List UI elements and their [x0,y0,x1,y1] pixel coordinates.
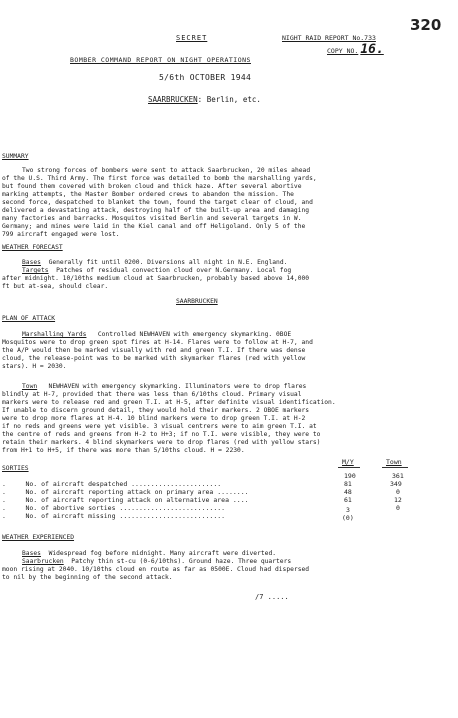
weather-exp-saar-label: Saarbrucken [22,558,64,565]
sorties-town-value: 361 [392,472,404,480]
sorties-yards-value: 48 [344,488,352,496]
weather-bases-label: Bases [22,259,41,266]
sorties-yards-value: 190 [344,472,356,480]
summary-line: but found them covered with broken cloud and thick haze. After several abortive [2,183,302,190]
target-rest: : Berlin, etc. [197,95,261,104]
plan-yards-text: Controlled NEWHAVEN with emergency skymarking. 0BOE [97,331,292,338]
targets-heading [148,95,261,104]
plan-line: from H+1 to H+5, if there was more than 5/10ths cloud. H = 2230. [2,447,245,454]
plan-line: the centre of reds and greens from H-2 to H+3; if no T.I. were visible, they were to [2,431,321,438]
page-continuation: /7 ..... [255,593,289,601]
copy-number [327,42,384,57]
plan-line: retain their markers. 4 blind skymarkers were to drop flares (red with yellow stars) [2,439,321,446]
section-heading-saarbrucken: SAARBRUCKEN [176,298,218,305]
report-reference: NIGHT RAID REPORT No.733 [282,34,376,42]
plan-line: if no reds and greens were yet visible. 3 visual centrers were to aim green T.I. at [2,423,317,430]
weather-exp-line: moon rising at 2040. 10/10ths cloud en route as far as 0500E. Cloud had dispersed [2,566,310,573]
sorties-row-label: No. of abortive sorties [25,504,116,512]
summary-line: marking attempts, the Master Bomber ordered crews to abandon the mission. The [2,191,294,198]
plan-line: the A/P would then be marked visually with red and green T.I. If there was dense [2,347,306,354]
sorties-town-value: 12 [394,496,402,504]
document-title: BOMBER COMMAND REPORT ON NIGHT OPERATIONS [70,56,251,64]
summary-line: many factories and barracks. Mosquitos visited Berlin and several targets in W. [2,215,302,222]
summary-line: Germany; and mines were laid in the Kiel canal and off Heligoland. Only 5 of the [2,223,306,230]
plan-line: cloud, the release-point was to be marked with skymarker flares (red with yellow [2,355,306,362]
sorties-row-label: No. of aircraft reporting attack on alternative area [25,496,229,504]
weather-bases [22,259,287,267]
sorties-town-value: 349 [390,480,402,488]
sorties-col-town: Town [386,458,402,466]
weather-bases-text: Generally fit until 0200. Diversions all night in N.E. England. [48,259,288,266]
plan-town-text: NEWHAVEN with emergency skymarking. Illuminators were to drop flares [48,383,307,390]
plan-yards-label: Marshalling Yards [22,331,87,338]
sorties-yards-note: (0) [342,514,354,522]
sorties-col-rule [338,467,360,468]
summary-line: Two strong forces of bombers were sent to attack Saarbrucken, 20 miles ahead [22,167,311,174]
summary-line: delivered a devastating attack, destroying half of the built-up area and damaging [2,207,310,214]
weather-targets-text: Patches of residual convection cloud over N.Germany. Local fog [56,267,292,274]
plan-town-label: Town [22,383,38,390]
summary-heading: SUMMARY [2,153,29,160]
weather-exp-bases-text: Widespread fog before midnight. Many aircraft were diverted. [48,550,277,557]
summary-line: of the U.S. Third Army. The first force was detailed to bomb the marshalling yards, [2,175,317,182]
classification-stamp: SECRET [176,34,208,42]
sorties-heading: SORTIES [2,465,29,472]
summary-line: second force, despatched to blanket the town, found the target clear of cloud, and [2,199,313,206]
plan-line: blindly at H-7, provided that there was less than 6/10ths cloud. Primary visual [2,391,302,398]
plan-line: If unable to discern ground detail, they would hold their markers. 2 OBOE markers [2,407,310,414]
summary-line: 799 aircraft engaged were lost. [2,231,120,238]
sorties-town-value: 0 [396,504,400,512]
sorties-yards-value: 3 [346,506,350,514]
sorties-row-label: No. of aircraft missing [25,512,116,520]
plan-town-first [22,383,306,391]
plan-line: stars). H = 2030. [2,363,67,370]
weather-experienced-heading: WEATHER EXPERIENCED [2,534,75,541]
weather-exp-line: to nil by the beginning of the second attack. [2,574,173,581]
page-number: 320 [410,16,442,34]
copy-label: COPY NO. [327,47,359,55]
weather-exp-bases [22,550,276,558]
weather-forecast-heading: WEATHER FORECAST [2,244,63,251]
plan-line: markers were to release red and green T.I. at H-5, after definite visual identification. [2,399,336,406]
weather-line: ft but at-sea, should clear. [2,283,109,290]
plan-line: were to drop more flares at H-4. 10 blind markers were to drop green T.I. at H-2 [2,415,306,422]
sorties-col-rule [382,467,408,468]
sorties-town-value: 0 [396,488,400,496]
sorties-row-label: No. of aircraft reporting attack on primary area [25,488,214,496]
weather-exp-saar-text: Patchy thin st-cu (0-6/10ths). Ground haze. Three quarters [71,558,292,565]
operation-date: 5/6th OCTOBER 1944 [159,73,252,82]
sorties-yards-value: 61 [344,496,352,504]
copy-value: 16. [360,42,384,57]
weather-exp-bases-label: Bases [22,550,41,557]
weather-targets-label: Targets [22,267,49,274]
sorties-row: . No. of aircraft despatched ....................... [2,480,222,488]
plan-line: Mosquitos were to drop green spot fires at H-14. Flares were to follow at H-7, and [2,339,313,346]
sorties-col-yards: M/Y [342,458,354,466]
weather-line: after midnight. 10/10ths medium cloud at Saarbrucken, probably based above 14,000 [2,275,310,282]
weather-exp-target [22,558,291,566]
sorties-row-label: No. of aircraft despatched [25,480,128,488]
sorties-yards-value: 81 [344,480,352,488]
sorties-row: . No. of aircraft reporting attack on primary area ........ [2,488,249,496]
plan-yards-first [22,331,291,339]
sorties-row: . No. of abortive sorties ........................... [2,504,226,512]
sorties-row: . No. of aircraft missing ........................... [2,512,226,520]
sorties-row: . No. of aircraft reporting attack on alternative area .... [2,496,249,504]
weather-targets [22,267,291,275]
target-main: SAARBRUCKEN [148,95,198,104]
plan-heading: PLAN OF ATTACK [2,315,56,322]
